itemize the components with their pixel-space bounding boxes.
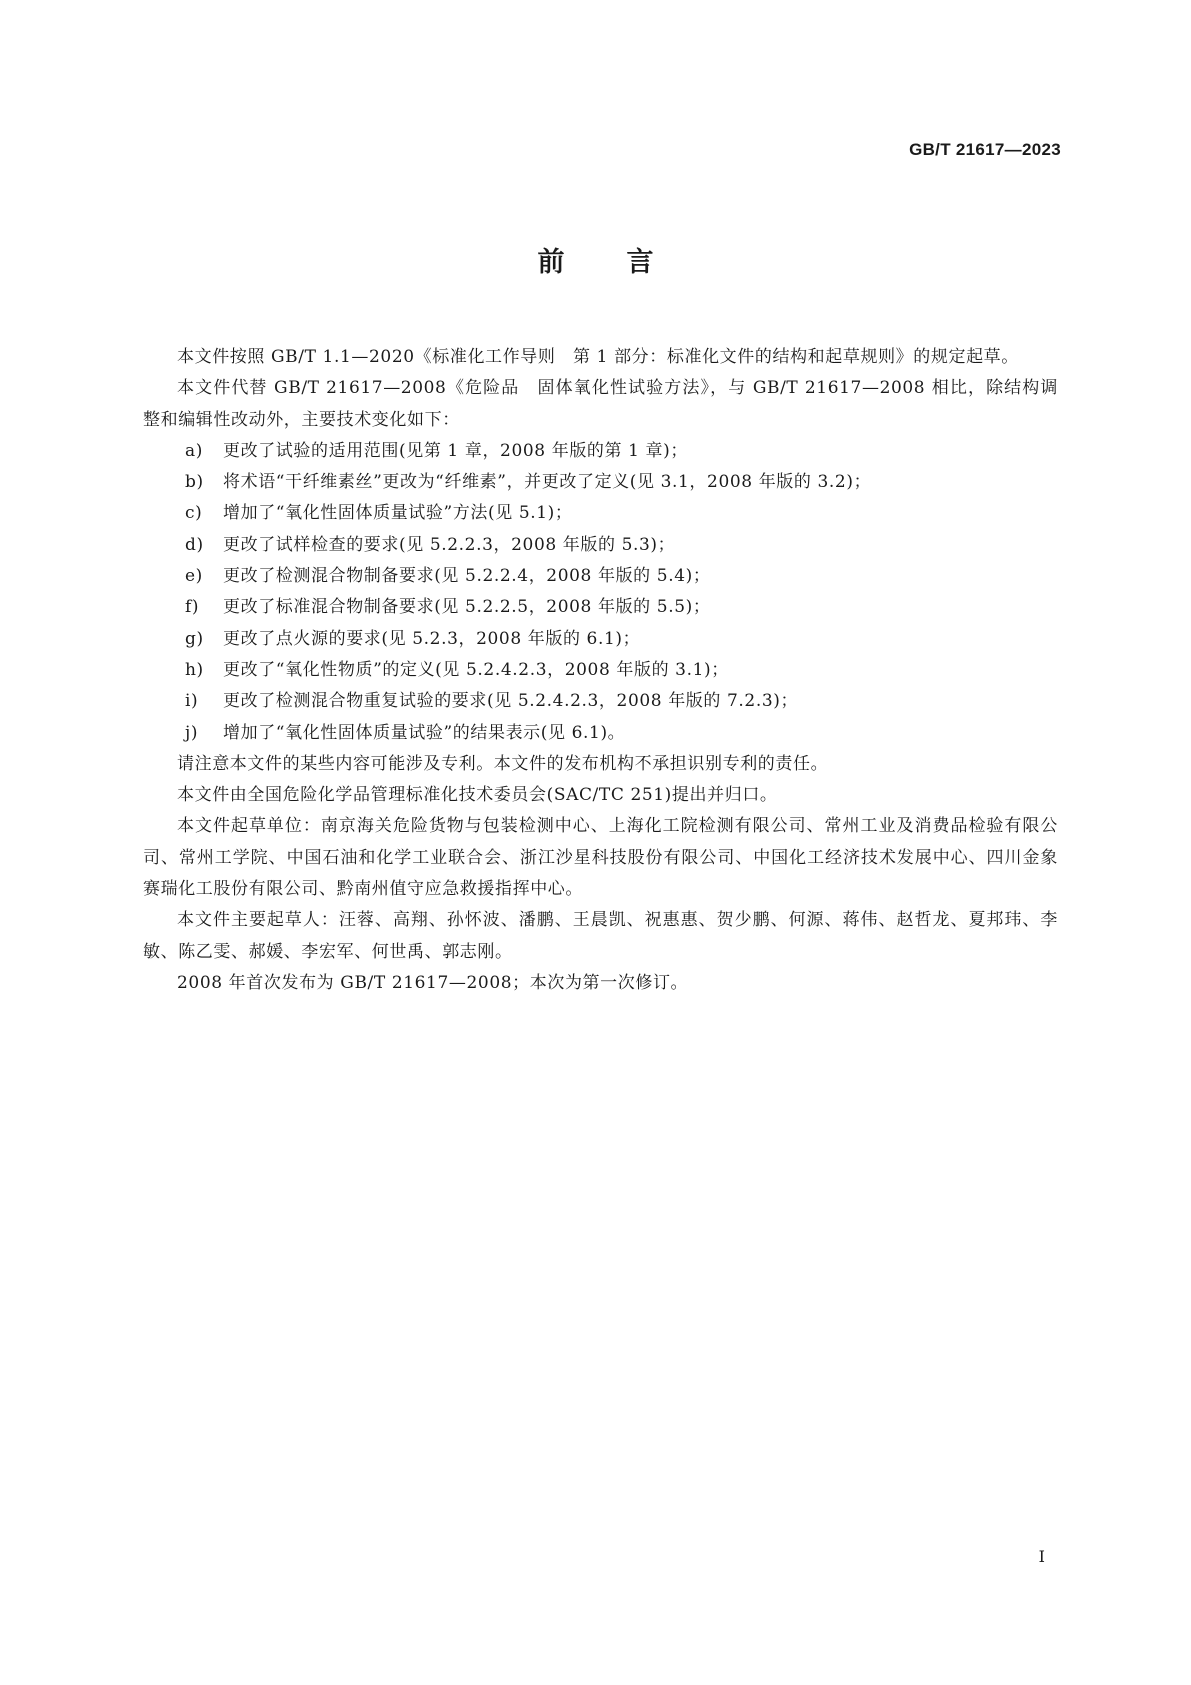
list-item-text: 增加了“氧化性固体质量试验”方法(见 5.1)； [223,503,573,524]
list-marker: a) [185,440,203,461]
list-item-text: 更改了试验的适用范围(见第 1 章，2008 年版的第 1 章)； [223,440,688,461]
list-marker: c) [185,503,203,524]
document-code: GB/T 21617—2023 [909,140,1061,159]
list-marker: e) [185,566,203,587]
list-item [143,686,1058,717]
list-item [143,467,1058,498]
list-item [143,561,1058,592]
list-item [143,592,1058,623]
list-marker: i) [185,691,199,712]
paragraph-replacement: 本文件代替 GB/T 21617—2008《危险品 固体氧化性试验方法》，与 GB/T 21617—2008 相比，除结构调整和编辑性改动外，主要技术变化如下： [143,378,1058,430]
list-item-text: 更改了“氧化性物质”的定义(见 5.2.4.2.3，2008 年版的 3.1)； [223,659,729,680]
list-item-text: 更改了试样检查的要求(见 5.2.2.3，2008 年版的 5.3)； [223,534,676,555]
list-marker: h) [185,659,204,680]
list-item-text: 更改了检测混合物制备要求(见 5.2.2.4，2008 年版的 5.4)； [223,566,711,587]
list-marker: g) [185,628,204,649]
list-item [143,718,1058,749]
list-marker: b) [185,472,204,493]
changes-list [143,436,1058,749]
document-body [143,342,1058,999]
list-item [143,530,1058,561]
list-item [143,436,1058,467]
paragraph-history: 2008 年首次发布为 GB/T 21617—2008；本次为第一次修订。 [177,972,689,993]
paragraph-patent-notice: 请注意本文件的某些内容可能涉及专利。本文件的发布机构不承担识别专利的责任。 [177,753,829,774]
paragraph-drafting-rules: 本文件按照 GB/T 1.1—2020《标准化工作导则 第 1 部分：标准化文件的结构和起草规则》的规定起草。 [177,347,1019,367]
list-item-text: 更改了标准混合物制备要求(见 5.2.2.5，2008 年版的 5.5)； [223,597,711,618]
list-marker: f) [185,597,200,618]
list-item-text: 更改了点火源的要求(见 5.2.3，2008 年版的 6.1)； [223,628,641,649]
list-item [143,498,1058,529]
list-item-text: 增加了“氧化性固体质量试验”的结果表示(见 6.1)。 [223,722,626,743]
paragraph-committee: 本文件由全国危险化学品管理标准化技术委员会(SAC/TC 251)提出并归口。 [177,785,778,806]
list-item [143,655,1058,686]
paragraph-drafters: 本文件主要起草人：汪蓉、高翔、孙怀波、潘鹏、王晨凯、祝惠惠、贺少鹏、何源、蒋伟、赵哲龙、夏邦玮、李敏、陈乙雯、郝媛、李宏军、何世禹、郭志刚。 [143,910,1058,962]
list-marker: d) [185,534,204,555]
list-item-text: 将术语“干纤维素丝”更改为“纤维素”，并更改了定义(见 3.1，2008 年版的 3.2)； [223,472,872,493]
page-number: I [1038,1547,1045,1566]
list-marker: j) [185,722,199,743]
list-item-text: 更改了检测混合物重复试验的要求(见 5.2.4.2.3，2008 年版的 7.2.3)； [223,691,799,712]
page-title: 前言 [537,247,716,278]
paragraph-drafting-units: 本文件起草单位：南京海关危险货物与包装检测中心、上海化工院检测有限公司、常州工业及消费品检验有限公司、常州工学院、中国石油和化学工业联合会、浙江沙星科技股份有限公司、中国化工经济技术发展中心、四川金象赛瑞化工股份有限公司、黔南州值守应急救援指挥中心。 [143,816,1058,900]
list-item [143,624,1058,655]
